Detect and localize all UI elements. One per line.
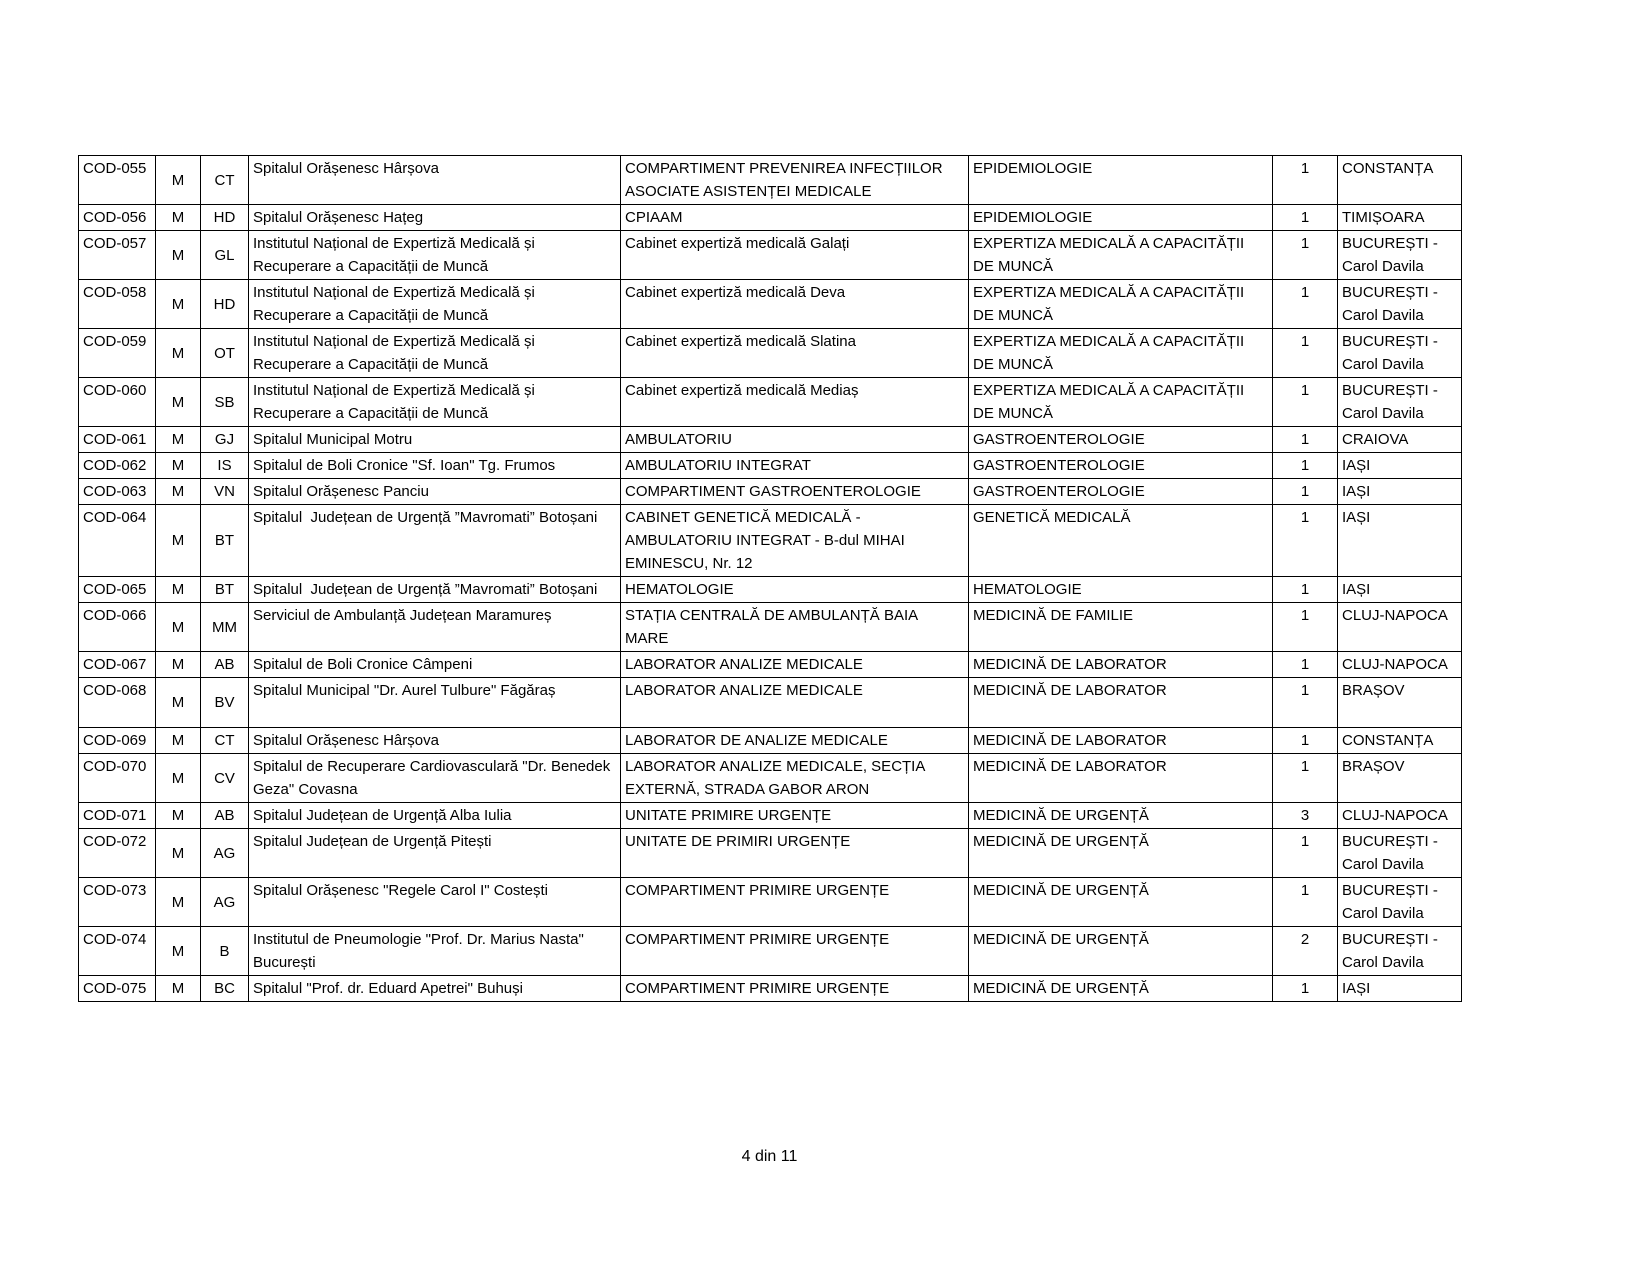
- cell-m: M: [156, 976, 201, 1002]
- cell-m: M: [156, 754, 201, 803]
- cell-institution: Spitalul "Prof. dr. Eduard Apetrei" Buhuși: [249, 976, 621, 1002]
- cell-code: COD-065: [79, 577, 156, 603]
- cell-m: M: [156, 878, 201, 927]
- cell-institution: Spitalul de Boli Cronice Câmpeni: [249, 652, 621, 678]
- cell-code: COD-069: [79, 728, 156, 754]
- cell-department: Cabinet expertiză medicală Deva: [621, 280, 969, 329]
- cell-count: 1: [1273, 453, 1338, 479]
- cell-m: M: [156, 329, 201, 378]
- cell-institution: Spitalul de Boli Cronice "Sf. Ioan" Tg. Frumos: [249, 453, 621, 479]
- cell-county: AB: [201, 652, 249, 678]
- cell-count: 1: [1273, 205, 1338, 231]
- cell-department: Cabinet expertiză medicală Galați: [621, 231, 969, 280]
- table-row: [79, 829, 1462, 878]
- cell-city: BUCUREȘTI - Carol Davila: [1338, 280, 1462, 329]
- cell-institution: Institutul Național de Expertiză Medicală și Recuperare a Capacității de Muncă: [249, 231, 621, 280]
- cell-specialty: GENETICĂ MEDICALĂ: [969, 505, 1273, 577]
- cell-city: BUCUREȘTI - Carol Davila: [1338, 878, 1462, 927]
- cell-institution: Institutul Național de Expertiză Medicală și Recuperare a Capacității de Muncă: [249, 280, 621, 329]
- cell-count: 1: [1273, 829, 1338, 878]
- table-row: [79, 329, 1462, 378]
- cell-city: CLUJ-NAPOCA: [1338, 652, 1462, 678]
- table-row: [79, 754, 1462, 803]
- cell-specialty: MEDICINĂ DE URGENȚĂ: [969, 927, 1273, 976]
- cell-code: COD-072: [79, 829, 156, 878]
- cell-department: UNITATE PRIMIRE URGENȚE: [621, 803, 969, 829]
- cell-county: AB: [201, 803, 249, 829]
- cell-county: AG: [201, 829, 249, 878]
- cell-city: BRAȘOV: [1338, 754, 1462, 803]
- cell-department: COMPARTIMENT PRIMIRE URGENȚE: [621, 927, 969, 976]
- cell-count: 1: [1273, 479, 1338, 505]
- cell-city: CONSTANȚA: [1338, 156, 1462, 205]
- cell-code: COD-067: [79, 652, 156, 678]
- cell-code: COD-055: [79, 156, 156, 205]
- cell-city: TIMIȘOARA: [1338, 205, 1462, 231]
- cell-city: BUCUREȘTI - Carol Davila: [1338, 378, 1462, 427]
- cell-specialty: EPIDEMIOLOGIE: [969, 205, 1273, 231]
- cell-code: COD-073: [79, 878, 156, 927]
- cell-code: COD-056: [79, 205, 156, 231]
- cell-specialty: GASTROENTEROLOGIE: [969, 479, 1273, 505]
- cell-city: CLUJ-NAPOCA: [1338, 803, 1462, 829]
- cell-count: 1: [1273, 652, 1338, 678]
- cell-count: 1: [1273, 754, 1338, 803]
- cell-specialty: EXPERTIZA MEDICALĂ A CAPACITĂȚII DE MUNCĂ: [969, 280, 1273, 329]
- cell-m: M: [156, 603, 201, 652]
- cell-specialty: MEDICINĂ DE URGENȚĂ: [969, 976, 1273, 1002]
- cell-count: 1: [1273, 603, 1338, 652]
- cell-m: M: [156, 829, 201, 878]
- table-row: [79, 603, 1462, 652]
- cell-specialty: EXPERTIZA MEDICALĂ A CAPACITĂȚII DE MUNCĂ: [969, 329, 1273, 378]
- cell-institution: Spitalul Județean de Urgență Pitești: [249, 829, 621, 878]
- cell-count: 1: [1273, 678, 1338, 728]
- cell-m: M: [156, 505, 201, 577]
- table-row: [79, 453, 1462, 479]
- cell-count: 1: [1273, 505, 1338, 577]
- cell-code: COD-075: [79, 976, 156, 1002]
- cell-institution: Serviciul de Ambulanță Județean Maramureș: [249, 603, 621, 652]
- cell-institution: Institutul Național de Expertiză Medicală și Recuperare a Capacității de Muncă: [249, 378, 621, 427]
- cell-specialty: GASTROENTEROLOGIE: [969, 453, 1273, 479]
- table-row: [79, 378, 1462, 427]
- table-row: [79, 803, 1462, 829]
- cell-count: 1: [1273, 280, 1338, 329]
- cell-m: M: [156, 678, 201, 728]
- cell-m: M: [156, 479, 201, 505]
- cell-department: COMPARTIMENT PRIMIRE URGENȚE: [621, 976, 969, 1002]
- cell-county: BV: [201, 678, 249, 728]
- cell-specialty: MEDICINĂ DE LABORATOR: [969, 652, 1273, 678]
- cell-department: AMBULATORIU: [621, 427, 969, 453]
- cell-department: Cabinet expertiză medicală Mediaș: [621, 378, 969, 427]
- cell-county: HD: [201, 280, 249, 329]
- cell-m: M: [156, 156, 201, 205]
- cell-county: CT: [201, 728, 249, 754]
- cell-county: CT: [201, 156, 249, 205]
- cell-m: M: [156, 205, 201, 231]
- cell-institution: Spitalul Orășenesc "Regele Carol I" Costești: [249, 878, 621, 927]
- cell-m: M: [156, 231, 201, 280]
- table-row: [79, 479, 1462, 505]
- cell-county: SB: [201, 378, 249, 427]
- cell-specialty: EXPERTIZA MEDICALĂ A CAPACITĂȚII DE MUNCĂ: [969, 378, 1273, 427]
- cell-code: COD-070: [79, 754, 156, 803]
- cell-department: LABORATOR ANALIZE MEDICALE, SECȚIA EXTERNĂ, STRADA GABOR ARON: [621, 754, 969, 803]
- cell-city: IAȘI: [1338, 453, 1462, 479]
- cell-county: VN: [201, 479, 249, 505]
- cell-specialty: HEMATOLOGIE: [969, 577, 1273, 603]
- cell-code: COD-058: [79, 280, 156, 329]
- cell-county: BT: [201, 577, 249, 603]
- cell-county: B: [201, 927, 249, 976]
- cell-institution: Spitalul Municipal Motru: [249, 427, 621, 453]
- cell-department: LABORATOR DE ANALIZE MEDICALE: [621, 728, 969, 754]
- table-row: [79, 280, 1462, 329]
- cell-code: COD-068: [79, 678, 156, 728]
- cell-code: COD-071: [79, 803, 156, 829]
- cell-count: 1: [1273, 231, 1338, 280]
- cell-city: BUCUREȘTI - Carol Davila: [1338, 829, 1462, 878]
- cell-m: M: [156, 427, 201, 453]
- cell-city: IAȘI: [1338, 479, 1462, 505]
- cell-city: BUCUREȘTI - Carol Davila: [1338, 927, 1462, 976]
- cell-department: COMPARTIMENT PRIMIRE URGENȚE: [621, 878, 969, 927]
- table-row: [79, 878, 1462, 927]
- cell-specialty: MEDICINĂ DE URGENȚĂ: [969, 878, 1273, 927]
- cell-department: COMPARTIMENT GASTROENTEROLOGIE: [621, 479, 969, 505]
- assignments-table: [78, 155, 1462, 1002]
- cell-count: 1: [1273, 427, 1338, 453]
- cell-department: HEMATOLOGIE: [621, 577, 969, 603]
- cell-department: UNITATE DE PRIMIRI URGENȚE: [621, 829, 969, 878]
- cell-department: LABORATOR ANALIZE MEDICALE: [621, 678, 969, 728]
- table-row: [79, 678, 1462, 728]
- cell-city: BUCUREȘTI - Carol Davila: [1338, 329, 1462, 378]
- cell-institution: Spitalul Orășenesc Hârșova: [249, 728, 621, 754]
- cell-institution: Spitalul de Recuperare Cardiovasculară "Dr. Benedek Geza" Covasna: [249, 754, 621, 803]
- cell-institution: Institutul Național de Expertiză Medicală și Recuperare a Capacității de Muncă: [249, 329, 621, 378]
- cell-institution: Spitalul Județean de Urgență ”Mavromati” Botoșani: [249, 505, 621, 577]
- table-row: [79, 577, 1462, 603]
- cell-m: M: [156, 652, 201, 678]
- cell-count: 2: [1273, 927, 1338, 976]
- table-row: [79, 927, 1462, 976]
- cell-specialty: MEDICINĂ DE FAMILIE: [969, 603, 1273, 652]
- cell-department: Cabinet expertiză medicală Slatina: [621, 329, 969, 378]
- cell-m: M: [156, 378, 201, 427]
- cell-code: COD-059: [79, 329, 156, 378]
- cell-city: CLUJ-NAPOCA: [1338, 603, 1462, 652]
- cell-city: CONSTANȚA: [1338, 728, 1462, 754]
- cell-m: M: [156, 280, 201, 329]
- cell-count: 1: [1273, 728, 1338, 754]
- cell-code: COD-057: [79, 231, 156, 280]
- cell-county: AG: [201, 878, 249, 927]
- table-row: [79, 505, 1462, 577]
- cell-count: 1: [1273, 156, 1338, 205]
- cell-department: CABINET GENETICĂ MEDICALĂ - AMBULATORIU INTEGRAT - B-dul MIHAI EMINESCU, Nr. 12: [621, 505, 969, 577]
- table-row: [79, 652, 1462, 678]
- cell-specialty: MEDICINĂ DE LABORATOR: [969, 678, 1273, 728]
- cell-count: 3: [1273, 803, 1338, 829]
- table-row: [79, 427, 1462, 453]
- cell-county: IS: [201, 453, 249, 479]
- table-row: [79, 156, 1462, 205]
- cell-count: 1: [1273, 976, 1338, 1002]
- cell-city: BUCUREȘTI - Carol Davila: [1338, 231, 1462, 280]
- page-number: 4 din 11: [741, 1148, 798, 1165]
- cell-department: CPIAAM: [621, 205, 969, 231]
- cell-institution: Spitalul Județean de Urgență ”Mavromati” Botoșani: [249, 577, 621, 603]
- cell-specialty: MEDICINĂ DE URGENȚĂ: [969, 829, 1273, 878]
- cell-count: 1: [1273, 878, 1338, 927]
- cell-code: COD-066: [79, 603, 156, 652]
- cell-county: BC: [201, 976, 249, 1002]
- cell-specialty: MEDICINĂ DE LABORATOR: [969, 728, 1273, 754]
- cell-m: M: [156, 728, 201, 754]
- cell-count: 1: [1273, 577, 1338, 603]
- cell-specialty: EPIDEMIOLOGIE: [969, 156, 1273, 205]
- cell-institution: Spitalul Orășenesc Hațeg: [249, 205, 621, 231]
- cell-county: HD: [201, 205, 249, 231]
- cell-city: CRAIOVA: [1338, 427, 1462, 453]
- cell-code: COD-064: [79, 505, 156, 577]
- cell-code: COD-074: [79, 927, 156, 976]
- cell-department: AMBULATORIU INTEGRAT: [621, 453, 969, 479]
- assignments-table-wrap: [78, 155, 1461, 1002]
- cell-city: IAȘI: [1338, 976, 1462, 1002]
- cell-county: CV: [201, 754, 249, 803]
- cell-institution: Institutul de Pneumologie "Prof. Dr. Marius Nasta" București: [249, 927, 621, 976]
- cell-county: GJ: [201, 427, 249, 453]
- cell-m: M: [156, 577, 201, 603]
- cell-specialty: GASTROENTEROLOGIE: [969, 427, 1273, 453]
- cell-county: GL: [201, 231, 249, 280]
- cell-m: M: [156, 453, 201, 479]
- cell-m: M: [156, 803, 201, 829]
- cell-code: COD-062: [79, 453, 156, 479]
- cell-code: COD-061: [79, 427, 156, 453]
- table-row: [79, 205, 1462, 231]
- cell-county: OT: [201, 329, 249, 378]
- cell-specialty: EXPERTIZA MEDICALĂ A CAPACITĂȚII DE MUNCĂ: [969, 231, 1273, 280]
- cell-count: 1: [1273, 329, 1338, 378]
- cell-institution: Spitalul Municipal "Dr. Aurel Tulbure" Făgăraș: [249, 678, 621, 728]
- cell-code: COD-060: [79, 378, 156, 427]
- table-row: [79, 976, 1462, 1002]
- table-row: [79, 728, 1462, 754]
- cell-department: STAȚIA CENTRALĂ DE AMBULANȚĂ BAIA MARE: [621, 603, 969, 652]
- cell-m: M: [156, 927, 201, 976]
- cell-city: IAȘI: [1338, 505, 1462, 577]
- cell-specialty: MEDICINĂ DE URGENȚĂ: [969, 803, 1273, 829]
- cell-city: IAȘI: [1338, 577, 1462, 603]
- cell-county: MM: [201, 603, 249, 652]
- cell-institution: Spitalul Orășenesc Panciu: [249, 479, 621, 505]
- cell-department: LABORATOR ANALIZE MEDICALE: [621, 652, 969, 678]
- cell-institution: Spitalul Orășenesc Hârșova: [249, 156, 621, 205]
- cell-county: BT: [201, 505, 249, 577]
- cell-institution: Spitalul Județean de Urgență Alba Iulia: [249, 803, 621, 829]
- cell-count: 1: [1273, 378, 1338, 427]
- cell-department: COMPARTIMENT PREVENIREA INFECȚIILOR ASOCIATE ASISTENȚEI MEDICALE: [621, 156, 969, 205]
- cell-code: COD-063: [79, 479, 156, 505]
- table-row: [79, 231, 1462, 280]
- table-body: [79, 156, 1462, 1002]
- cell-specialty: MEDICINĂ DE LABORATOR: [969, 754, 1273, 803]
- cell-city: BRAȘOV: [1338, 678, 1462, 728]
